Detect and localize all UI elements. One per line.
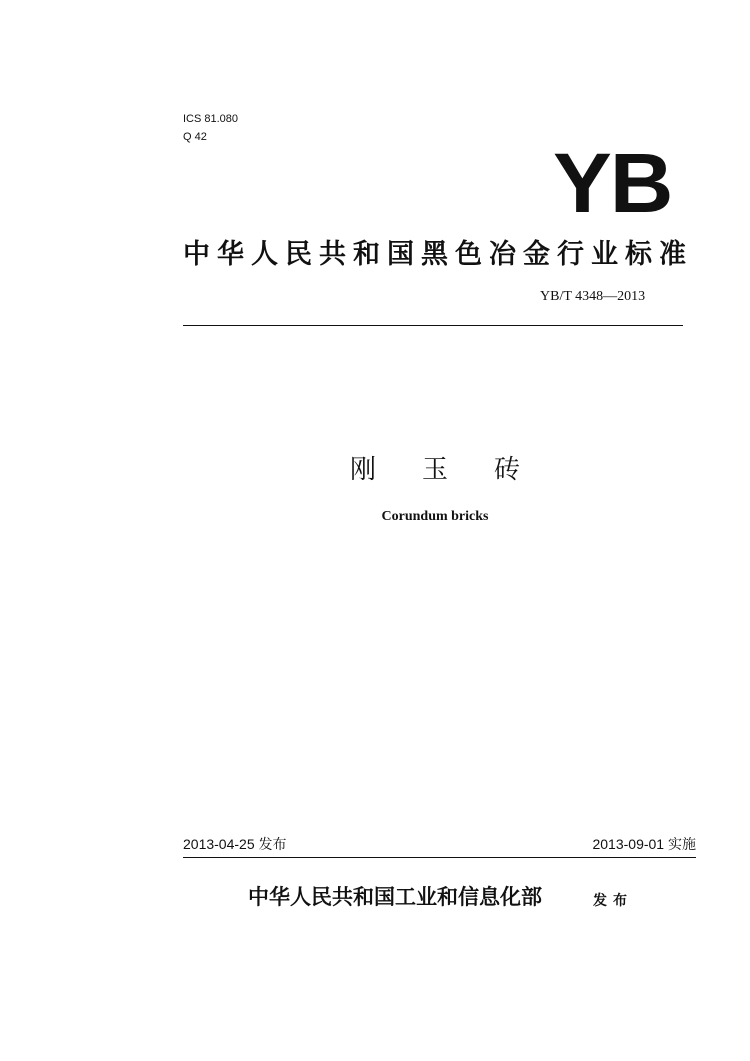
document-title-chinese: 刚玉砖 bbox=[350, 455, 520, 485]
document-title-english: Corundum bricks bbox=[381, 509, 489, 524]
yb-logo: YB bbox=[553, 136, 672, 230]
standard-title: 中华人民共和国黑色冶金行业标准 bbox=[183, 239, 686, 270]
issuing-authority: 中华人民共和国工业和信息化部 bbox=[248, 884, 542, 909]
release-date: 2013-04-25 发布 bbox=[183, 836, 287, 852]
implementation-date: 2013-09-01 实施 bbox=[592, 836, 696, 852]
header-divider bbox=[183, 325, 683, 326]
ics-code: ICS 81.080 bbox=[183, 113, 239, 125]
ccs-code: Q 42 bbox=[183, 131, 207, 143]
issue-action: 发布 bbox=[593, 893, 633, 909]
footer-divider bbox=[183, 857, 696, 858]
standard-number: YB/T 4348—2013 bbox=[540, 289, 646, 304]
